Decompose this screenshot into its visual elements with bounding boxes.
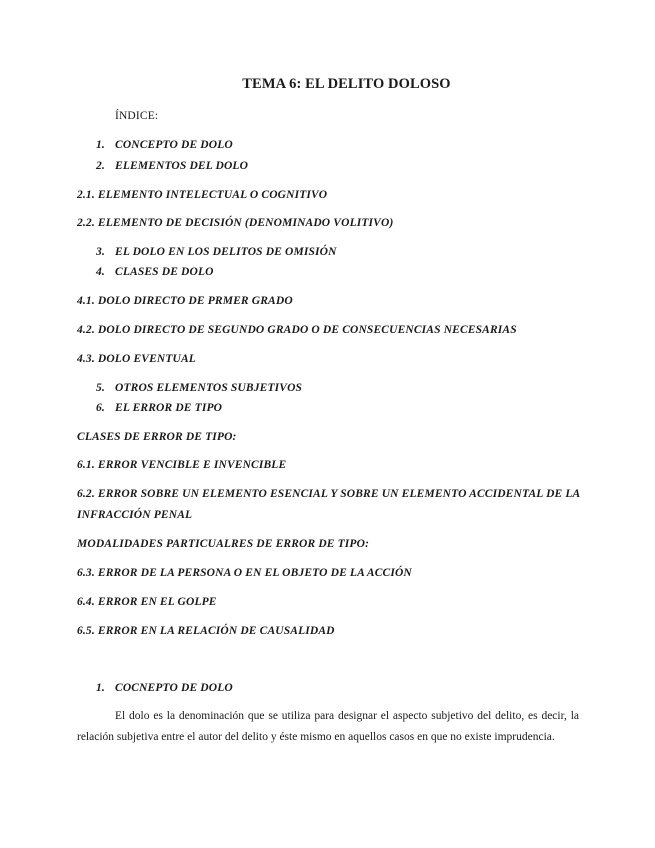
toc-item-4-3: 4.3. DOLO EVENTUAL — [77, 353, 196, 365]
index-label: ÍNDICE: — [115, 110, 159, 122]
toc-item-6-2: 6.2. ERROR SOBRE UN ELEMENTO ESENCIAL Y SOBRE UN ELEMENTO ACCIDENTAL DE LA — [77, 488, 581, 500]
toc-item-text: EL ERROR DE TIPO — [115, 402, 223, 414]
toc-item-text: EL DOLO EN LOS DELITOS DE OMISIÓN — [115, 246, 337, 258]
toc-item-2-1: 2.1. ELEMENTO INTELECTUAL O COGNITIVO — [77, 189, 328, 201]
section-heading-text: COCNEPTO DE DOLO — [115, 682, 233, 694]
toc-item-number: 4. — [96, 266, 105, 278]
toc-item-text: ELEMENTOS DEL DOLO — [115, 160, 249, 172]
toc-item-text: CONCEPTO DE DOLO — [115, 139, 233, 151]
toc-item-6-1: 6.1. ERROR VENCIBLE E INVENCIBLE — [77, 459, 287, 471]
section-number: 1. — [96, 682, 105, 694]
toc-subheading-clases: CLASES DE ERROR DE TIPO: — [77, 431, 237, 443]
toc-item-number: 3. — [96, 246, 105, 258]
toc-item-2 — [0, 160, 655, 176]
toc-item-2-2: 2.2. ELEMENTO DE DECISIÓN (DENOMINADO VOLITIVO) — [77, 217, 394, 229]
page-title: TEMA 6: EL DELITO DOLOSO — [242, 76, 451, 92]
section-1-paragraph: El dolo es la denominación que se utiliza para designar el aspecto subjetivo del delito, es decir, la relación subjetiva entre el autor del delito y éste mismo en aquellos casos en que no existe imprudencia. — [77, 710, 579, 743]
toc-item-6 — [0, 402, 655, 418]
toc-item-number: 6. — [96, 402, 105, 414]
toc-item-text: CLASES DE DOLO — [115, 266, 214, 278]
toc-item-text: OTROS ELEMENTOS SUBJETIVOS — [115, 382, 303, 394]
toc-item-6-3: 6.3. ERROR DE LA PERSONA O EN EL OBJETO DE LA ACCIÓN — [77, 567, 412, 579]
toc-item-1 — [0, 139, 655, 155]
toc-item-6-4: 6.4. ERROR EN EL GOLPE — [77, 596, 217, 608]
toc-item-4-2: 4.2. DOLO DIRECTO DE SEGUNDO GRADO O DE CONSECUENCIAS NECESARIAS — [77, 324, 517, 336]
toc-item-6-2-continuation: INFRACCIÓN PENAL — [77, 509, 193, 521]
section-1-heading — [0, 682, 655, 698]
toc-item-number: 5. — [96, 382, 105, 394]
toc-item-5 — [0, 382, 655, 398]
toc-item-4 — [0, 266, 655, 282]
toc-item-number: 2. — [96, 160, 105, 172]
toc-item-number: 1. — [96, 139, 105, 151]
toc-item-3 — [0, 246, 655, 262]
toc-subheading-modalidades: MODALIDADES PARTICUALRES DE ERROR DE TIPO: — [77, 538, 370, 550]
toc-item-6-5: 6.5. ERROR EN LA RELACIÓN DE CAUSALIDAD — [77, 625, 335, 637]
toc-item-4-1: 4.1. DOLO DIRECTO DE PRMER GRADO — [77, 295, 293, 307]
